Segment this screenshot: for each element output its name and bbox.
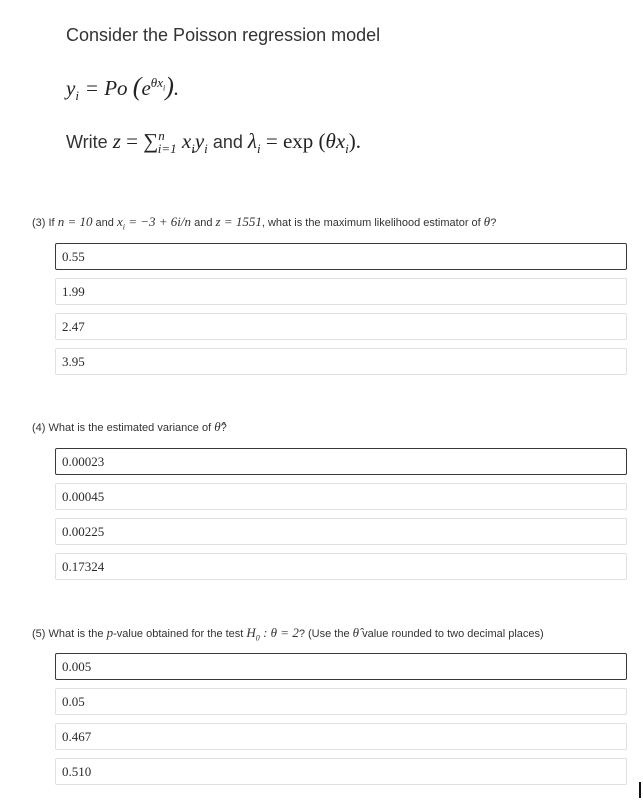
option-q5-b[interactable]: 0.05 bbox=[55, 688, 627, 715]
option-q4-a[interactable]: 0.00023 bbox=[55, 448, 627, 475]
question-3: (3) If n = 10 and $x_i = -3 + 6i/n$ and z = 1551, what is the maximum likelihood estimator of θ? bbox=[32, 214, 497, 232]
intro-line: Consider the Poisson regression model bbox=[66, 25, 381, 45]
question-4-options bbox=[55, 448, 627, 588]
option-q3-b[interactable]: 1.99 bbox=[55, 278, 627, 305]
question-5: (5) What is the p-value obtained for the test $H_0$ : θ = 2? (Use the θ̂ value rounded to two decimal places) bbox=[32, 625, 544, 643]
option-q3-a[interactable]: 0.55 bbox=[55, 243, 627, 270]
definitions-line: Write z = ∑$^n_{i=1}$ $x_iy_i$ and $\lambda_i = \exp (\theta x_i)$. bbox=[66, 128, 362, 157]
write-label: Write bbox=[66, 132, 108, 152]
question-3-options bbox=[55, 243, 627, 383]
text-cursor bbox=[639, 782, 641, 798]
option-q5-d[interactable]: 0.510 bbox=[55, 758, 627, 785]
option-q5-a[interactable]: 0.005 bbox=[55, 653, 627, 680]
question-5-options bbox=[55, 653, 627, 793]
question-4: (4) What is the estimated variance of θ̂? bbox=[32, 419, 227, 434]
option-q3-d[interactable]: 3.95 bbox=[55, 348, 627, 375]
and-label: and bbox=[212, 132, 243, 152]
option-q3-c[interactable]: 2.47 bbox=[55, 313, 627, 340]
option-q4-d[interactable]: 0.17324 bbox=[55, 553, 627, 580]
model-equation: $y_i = Po$ $(e^{\theta x_i})$. bbox=[66, 72, 180, 104]
option-q4-c[interactable]: 0.00225 bbox=[55, 518, 627, 545]
option-q5-c[interactable]: 0.467 bbox=[55, 723, 627, 750]
intro-text bbox=[66, 22, 626, 48]
option-q4-b[interactable]: 0.00045 bbox=[55, 483, 627, 510]
